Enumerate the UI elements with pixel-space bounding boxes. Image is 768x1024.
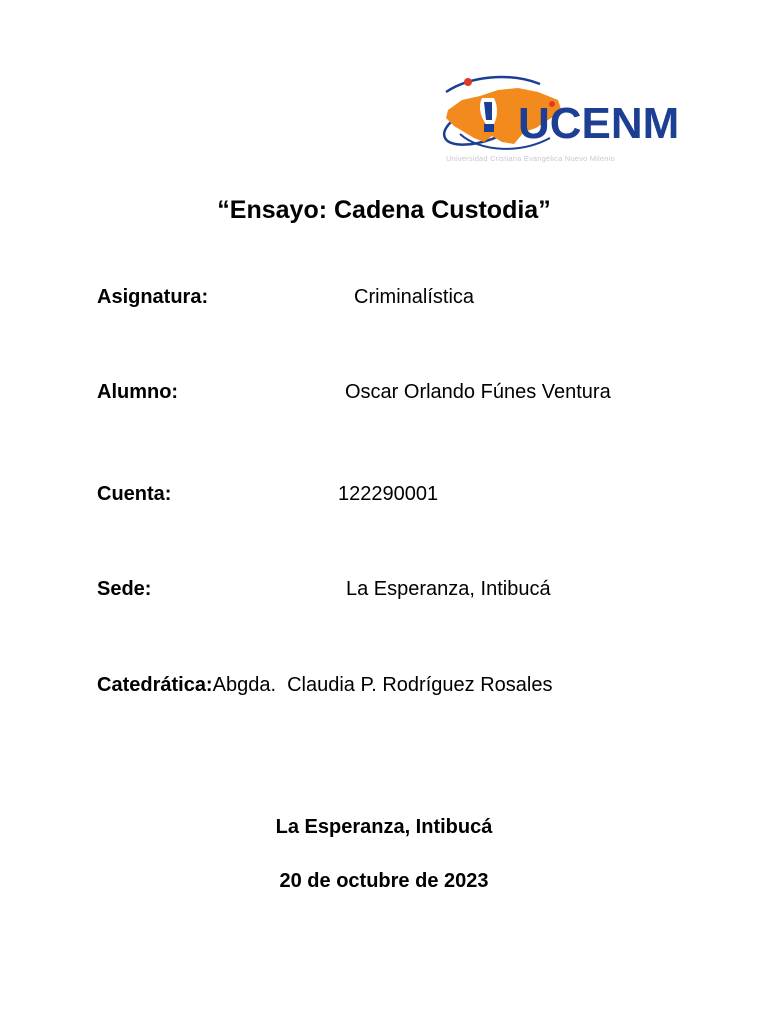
field-value: 122290001 [338,483,439,505]
place: La Esperanza, Intibucá [275,816,493,838]
document-title: “Ensayo: Cadena Custodia” [217,196,551,224]
field-catedratica [97,674,552,697]
field-label: Catedrática: [97,674,213,696]
field-value: La Esperanza, Intibucá [346,578,551,600]
field-value: Oscar Orlando Fúnes Ventura [345,381,611,403]
field-label: Sede: [97,578,152,600]
field-value: Criminalística [354,286,475,308]
field-label: Cuenta: [97,483,172,505]
field-value: Abgda. Claudia P. Rodríguez Rosales [212,674,553,696]
field-asignatura [97,286,475,309]
logo-wordmark: UCENM [518,99,680,148]
date: 20 de octubre de 2023 [279,870,489,892]
field-label: Asignatura: [97,286,209,308]
field-sede [97,578,551,601]
ucenm-logo [440,72,680,172]
logo-subtitle: Universidad Cristiana Evangélica Nuevo Milenio [446,154,615,163]
field-cuenta [97,483,439,506]
field-alumno [97,381,611,404]
field-label: Alumno: [97,381,179,403]
